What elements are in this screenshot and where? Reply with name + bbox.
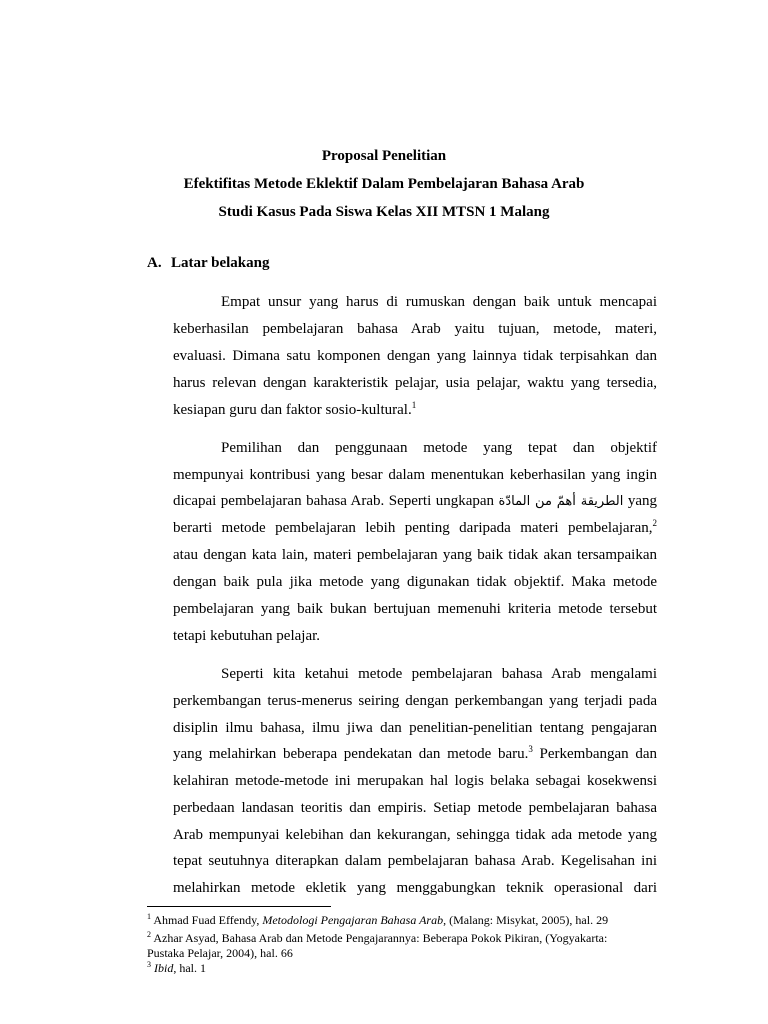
paragraph-1-line-3: evaluasi. Dimana satu komponen dengan yang lainnya tidak terpisahkan dan [173, 348, 657, 364]
paragraph-3-line-4 [173, 745, 657, 763]
paragraph-1-line-1: Empat unsur yang harus di rumuskan dengan baik untuk mencapai [221, 294, 657, 310]
paragraph-3-line-6: perbedaan landasan teoritis dan empiris. Setiap metode pembelajaran bahasa [173, 800, 657, 816]
footnote-ref-1: 1 [411, 400, 417, 410]
paragraph-2-line-3-end: yang [627, 493, 657, 509]
proposal-subtitle: Efektifitas Metode Eklektif Dalam Pembelajaran Bahasa Arab [183, 176, 585, 192]
footnote-1 [147, 913, 667, 927]
paragraph-1-line-4: harus relevan dengan karakteristik pelajar, usia pelajar, waktu yang tersedia, [173, 375, 657, 391]
paragraph-2-line-3-start: dicapai pembelajaran bahasa Arab. Seperti ungkapan [173, 493, 495, 509]
footnote-3 [147, 961, 667, 975]
paragraph-2-line-8: tetapi kebutuhan pelajar. [173, 628, 321, 644]
footnote-2-line-1 [147, 931, 667, 945]
paragraph-2-line-5: atau dengan kata lain, materi pembelajaran yang baik tidak akan tersampaikan [173, 547, 657, 563]
paragraph-3-line-1: Seperti kita ketahui metode pembelajaran bahasa Arab mengalami [221, 666, 657, 682]
paragraph-2-line-6: dengan baik pula jika metode yang digunakan tidak objektif. Maka metode [173, 574, 657, 590]
paragraph-2-line-1: Pemilihan dan penggunaan metode yang tepat dan objektif [221, 440, 657, 456]
paragraph-3-line-4-end: Perkembangan dan [532, 746, 657, 762]
paragraph-1-last-text: kesiapan guru dan faktor sosio-kultural. [173, 402, 412, 418]
footnote-3-rest: , hal. 1 [173, 961, 207, 975]
proposal-case-study: Studi Kasus Pada Siswa Kelas XII MTSN 1 Malang [218, 204, 550, 220]
paragraph-2-line-7: pembelajaran yang baik bukan bertujuan memenuhi kriteria metode tersebut [173, 601, 657, 617]
paragraph-2-line-4 [173, 519, 657, 537]
footnote-divider [147, 906, 331, 907]
footnote-2-number: 2 [147, 930, 151, 939]
paragraph-3-line-3: disiplin ilmu bahasa, ilmu jiwa dan penelitian-penelitian tentang pengajaran [173, 720, 657, 736]
paragraph-1-line-5 [173, 401, 657, 419]
footnote-3-ibid: Ibid [154, 961, 174, 975]
proposal-title: Proposal Penelitian [321, 148, 447, 164]
footnote-3-number: 3 [147, 960, 151, 969]
footnote-1-title: Metodologi Pengajaran Bahasa Arab [262, 913, 444, 927]
section-letter: A. [147, 255, 162, 271]
paragraph-3-line-5: kelahiran metode-metode ini merupakan hal logis belaka sebagai kosekwensi [173, 773, 657, 789]
footnote-2-text: Azhar Asyad, Bahasa Arab dan Metode Pengajarannya: Beberapa Pokok Pikiran, (Yogyakarta: [151, 931, 608, 945]
footnote-ref-2: 2 [652, 518, 657, 528]
paragraph-3-line-4-start: yang melahirkan beberapa pendekatan dan metode baru. [173, 746, 529, 762]
paragraph-2-line-4-text: berarti metode pembelajaran lebih penting daripada materi pembelajaran, [173, 520, 653, 536]
paragraph-2-line-2: mempunyai kontribusi yang besar dalam menentukan keberhasilan yang ingin [173, 467, 657, 483]
footnote-1-number: 1 [147, 912, 151, 921]
arabic-quote: الطريقة أهمّ من المادّة [498, 494, 624, 509]
paragraph-1-line-2: keberhasilan pembelajaran bahasa Arab yaitu tujuan, metode, materi, [173, 321, 657, 337]
paragraph-2-line-3 [173, 492, 657, 511]
footnote-ref-3: 3 [528, 744, 533, 754]
section-heading [147, 255, 270, 272]
footnote-2-line-2: Pustaka Pelajar, 2004), hal. 66 [147, 946, 293, 960]
footnote-1-rest: , (Malang: Misykat, 2005), hal. 29 [443, 913, 609, 927]
paragraph-3-line-2: perkembangan terus-menerus seiring dengan perkembangan yang terjadi pada [173, 693, 657, 709]
paragraph-3-line-8: tepat seutuhnya diterapkan dalam pembelajaran bahasa Arab. Kegelisahan ini [173, 853, 657, 869]
section-title: Latar belakang [171, 255, 270, 271]
paragraph-3-line-7: Arab mempunyai kelebihan dan kekurangan, sehingga tidak ada metode yang [173, 827, 657, 843]
footnote-1-author: Ahmad Fuad Effendy, [151, 913, 263, 927]
paragraph-3-line-9: melahirkan metode ekletik yang menggabungkan teknik operasional dari [173, 880, 657, 896]
